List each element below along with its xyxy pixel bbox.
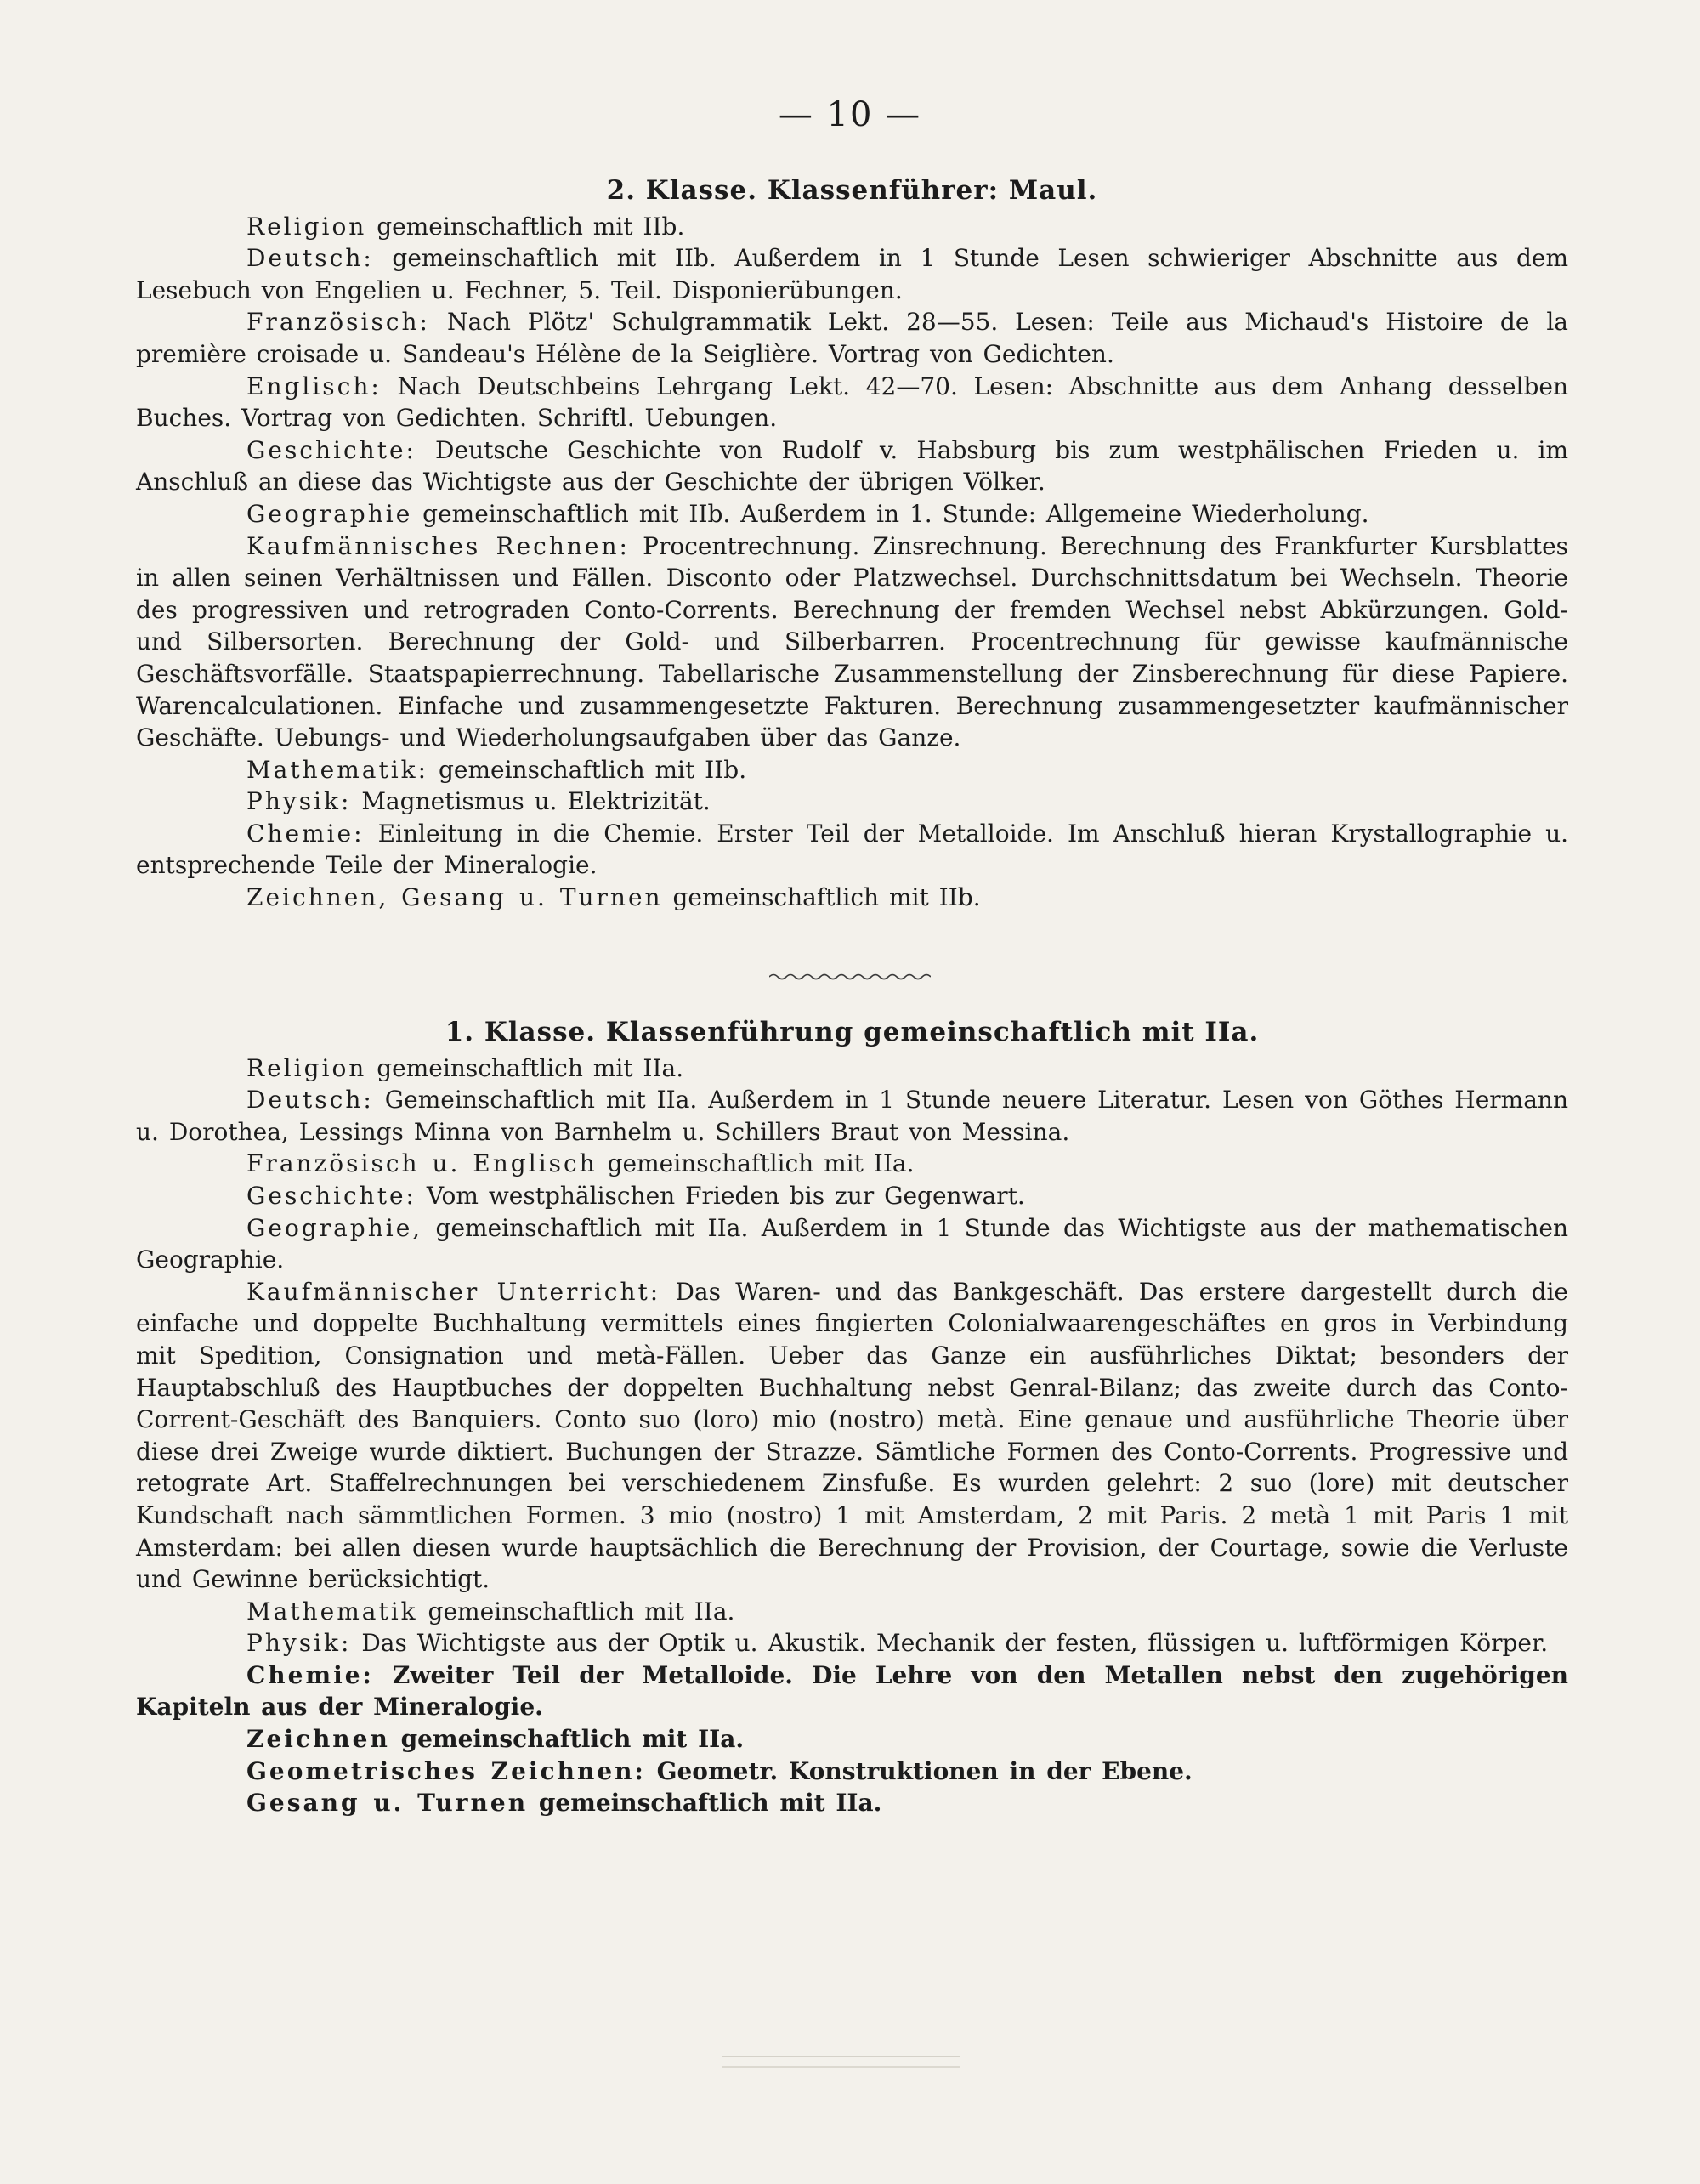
section-heading: 2. Klasse. Klassenführer: Maul.	[606, 175, 1098, 206]
paragraph-gesang-turnen	[136, 1787, 1568, 1819]
subject-label: Gesang u. Turnen	[246, 1789, 529, 1818]
paragraph-chemie	[136, 1659, 1568, 1723]
paragraph-text: Vom westphälischen Frieden bis zur Gegenwart.	[416, 1181, 1025, 1210]
subject-label: Deutsch:	[246, 1086, 374, 1115]
wavy-divider	[769, 972, 931, 982]
paragraph-text: gemeinschaftlich mit IIb.	[662, 883, 981, 912]
paragraph-franzoesisch	[136, 306, 1568, 370]
paragraph-text: gemeinschaftlich mit IIb.	[366, 212, 685, 241]
paragraph-deutsch	[136, 1084, 1568, 1148]
paragraph-physik	[136, 786, 1568, 818]
paragraph-geschichte	[136, 434, 1568, 498]
paragraph-zeichnen-gesang-turnen	[136, 882, 1568, 914]
subject-label: Französisch:	[246, 308, 430, 337]
subject-label: Deutsch:	[246, 244, 374, 273]
subject-label: Mathematik:	[246, 755, 429, 784]
paragraph-text: gemeinschaftlich mit IIa.	[528, 1789, 882, 1818]
subject-label: Zeichnen	[246, 1725, 390, 1754]
paragraph-chemie	[136, 818, 1568, 882]
bleed-through-rule	[722, 2056, 960, 2068]
paragraph-text: gemeinschaftlich mit IIb. Außerdem in 1 Stunde Lesen schwieriger Abschnitte aus dem Lesebuch von Engelien u. Fechner, 5. Teil. Disponierübungen.	[136, 244, 1568, 304]
paragraph-zeichnen	[136, 1723, 1568, 1756]
paragraph-geographie	[136, 498, 1568, 530]
section-klasse-1	[136, 1017, 1568, 1819]
paragraph-text: gemeinschaftlich mit IIb.	[428, 755, 747, 784]
subject-label: Chemie:	[246, 819, 365, 848]
paragraph-mathematik	[136, 1596, 1568, 1628]
subject-label: Zeichnen, Gesang u. Turnen	[246, 883, 663, 912]
subject-label: Religion	[246, 212, 367, 241]
subject-label: Englisch:	[246, 372, 382, 400]
paragraph-physik	[136, 1627, 1568, 1659]
subject-label: Kaufmännischer Unterricht:	[246, 1277, 661, 1306]
paragraph-text: Magnetismus u. Elektrizität.	[351, 787, 711, 816]
paragraph-text: Das Wichtigste aus der Optik u. Akustik. Mechanik der festen, flüssigen u. luftförmigen Körper.	[351, 1629, 1549, 1658]
section-heading: 1. Klasse. Klassenführung gemeinschaftlich mit IIa.	[445, 1017, 1260, 1047]
paragraph-text: Nach Plötz' Schulgrammatik Lekt. 28—55. Lesen: Teile aus Michaud's Histoire de la première croisade u. Sandeau's Hélène de la Seiglière. Vortrag von Gedichten.	[136, 308, 1568, 368]
paragraph-text: Geometr. Konstruktionen in der Ebene.	[645, 1756, 1193, 1785]
paragraph-religion	[136, 211, 1568, 243]
paragraph-text: Das Waren- und das Bankgeschäft. Das erstere dargestellt durch die einfache und doppelte Buchhaltung vermittels eines fingierten Colonialwaarengeschäftes en gros in Verbindung mit Spedition, Consignation und metà-Fällen. Ueber das Ganze ein ausführliches Diktat; besonders der Hauptabschluß des Hauptbuches der doppelten Buchhaltung nebst Genral-Bilanz; das zweite durch das Conto-Corrent-Geschäft des Banquiers. Conto suo (loro) mio (nostro) metà. Eine genaue und ausführliche Theorie über diese drei Zweige wurde diktiert. Buchungen der Strazze. Sämtliche Formen des Conto-Corrents. Progressive und retograte Art. Staffelrechnungen bei verschiedenem Zinsfuße. Es wurden gelehrt: 2 suo (lore) mit deutscher Kundschaft nach sämmtlichen Formen. 3 mio (nostro) 1 mit Amsterdam, 2 mit Paris. 2 metà 1 mit Paris 1 mit Amsterdam: bei allen diesen wurde hauptsächlich die Berechnung der Provision, der Courtage, sowie die Verluste und Gewinne berücksichtigt.	[136, 1277, 1568, 1594]
subject-label: Geometrisches Zeichnen:	[246, 1756, 646, 1785]
subject-label: Geographie,	[246, 1213, 423, 1242]
subject-label: Geschichte:	[246, 435, 416, 464]
paragraph-kaufmaennisches-rechnen	[136, 530, 1568, 754]
paragraph-text: Gemeinschaftlich mit IIa. Außerdem in 1 Stunde neuere Literatur. Lesen von Göthes Hermann u. Dorothea, Lessings Minna von Barnhelm u. Schillers Braut von Messina.	[136, 1086, 1568, 1146]
paragraph-franzoesisch-englisch	[136, 1148, 1568, 1180]
paragraph-text: gemeinschaftlich mit IIb. Außerdem in 1. Stunde: Allgemeine Wiederholung.	[412, 499, 1369, 528]
subject-label: Geschichte:	[246, 1181, 416, 1210]
subject-label: Geographie	[246, 499, 413, 528]
paragraph-text: Nach Deutschbeins Lehrgang Lekt. 42—70. Lesen: Abschnitte aus dem Anhang desselben Buches. Vortrag von Gedichten. Schriftl. Uebungen.	[136, 372, 1568, 433]
subject-label: Mathematik	[246, 1597, 418, 1625]
subject-label: Religion	[246, 1053, 367, 1082]
paragraph-mathematik	[136, 754, 1568, 786]
subject-label: Physik:	[246, 787, 352, 816]
subject-label: Kaufmännisches Rechnen:	[246, 531, 630, 560]
paragraph-englisch	[136, 371, 1568, 434]
paragraph-text: gemeinschaftlich mit IIa.	[366, 1053, 684, 1082]
paragraph-geographie	[136, 1212, 1568, 1276]
subject-label: Chemie:	[246, 1660, 374, 1689]
paragraph-text: Procentrechnung. Zinsrechnung. Berechnung des Frankfurter Kursblattes in allen seinen Verhältnissen und Fällen. Disconto oder Platzwechsel. Durchschnittsdatum bei Wechseln. Theorie des progressiven und retrograden Conto-Corrents. Berechnung der fremden Wechsel nebst Abkürzungen. Gold- und Silbersorten. Berechnung der Gold- und Silberbarren. Procentrechnung für gewisse kaufmännische Geschäftsvorfälle. Staatspapierrechnung. Tabellarische Zusammenstellung der Zinsberechnung für diese Papiere. Warencalculationen. Einfache und zusammengesetzte Fakturen. Berechnung zusammengesetzter kaufmännischer Geschäfte. Uebungs- und Wiederholungsaufgaben über das Ganze.	[136, 531, 1569, 752]
paragraph-text: gemeinschaftlich mit IIa.	[417, 1597, 735, 1625]
paragraph-geometrisches-zeichnen	[136, 1756, 1568, 1788]
paragraph-text: Einleitung in die Chemie. Erster Teil der Metalloide. Im Anschluß hieran Krystallographie u. entsprechende Teile der Mineralogie.	[136, 819, 1568, 880]
subject-label: Physik:	[246, 1629, 352, 1658]
paragraph-geschichte	[136, 1180, 1568, 1212]
paragraph-religion	[136, 1052, 1568, 1085]
subject-label: Französisch u. Englisch	[246, 1149, 598, 1178]
paragraph-text: Zweiter Teil der Metalloide. Die Lehre von den Metallen nebst den zugehörigen Kapiteln aus der Mineralogie.	[136, 1660, 1568, 1722]
section-klasse-2	[136, 175, 1568, 914]
page-number: — 10 —	[778, 95, 922, 134]
paragraph-text: gemeinschaftlich mit IIa. Außerdem in 1 Stunde das Wichtigste aus der mathematischen Geographie.	[136, 1213, 1568, 1274]
paragraph-text: gemeinschaftlich mit IIa.	[597, 1149, 915, 1178]
paragraph-text: Deutsche Geschichte von Rudolf v. Habsburg bis zum westphälischen Frieden u. im Anschluß an diese das Wichtigste aus der Geschichte der übrigen Völker.	[136, 435, 1568, 496]
paragraph-deutsch	[136, 242, 1568, 306]
paragraph-kaufmaennischer-unterricht	[136, 1276, 1568, 1596]
paragraph-text: gemeinschaftlich mit IIa.	[389, 1725, 745, 1754]
